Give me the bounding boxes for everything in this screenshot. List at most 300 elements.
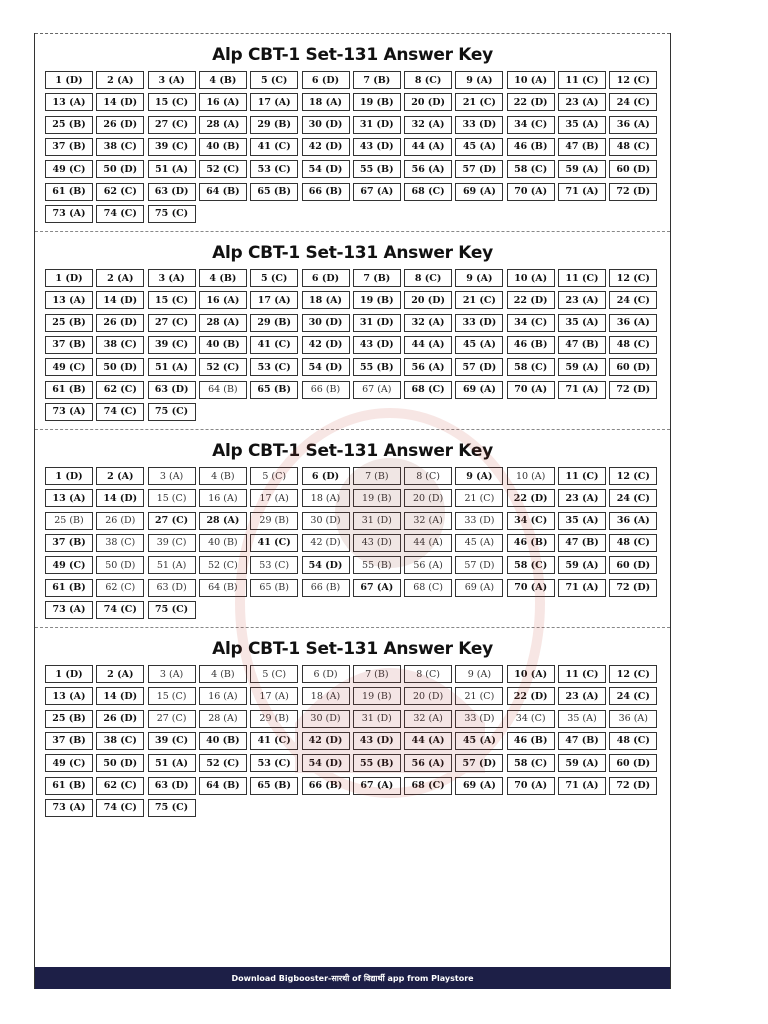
- answer-cell-65: 65 (B): [250, 381, 298, 399]
- section-title: Alp CBT-1 Set-131 Answer Key: [212, 45, 493, 65]
- answer-cell-56: 56 (A): [404, 754, 452, 772]
- answer-cell-67: 67 (A): [353, 381, 401, 399]
- section-separator: [35, 429, 670, 430]
- answer-cell-54: 54 (D): [302, 556, 350, 574]
- answer-cell-23: 23 (A): [558, 687, 606, 705]
- answer-cell-55: 55 (B): [353, 754, 401, 772]
- answer-cell-2: 2 (A): [96, 665, 144, 683]
- answer-cell-61: 61 (B): [45, 579, 93, 597]
- answer-cell-45: 45 (A): [455, 138, 503, 156]
- answer-cell-49: 49 (C): [45, 556, 93, 574]
- answer-cell-58: 58 (C): [507, 160, 555, 178]
- answer-cell-23: 23 (A): [558, 93, 606, 111]
- section-title: Alp CBT-1 Set-131 Answer Key: [212, 639, 493, 659]
- answer-cell-39: 39 (C): [148, 732, 196, 750]
- answer-cell-34: 34 (C): [507, 116, 555, 134]
- answer-cell-56: 56 (A): [404, 160, 452, 178]
- answer-cell-19: 19 (B): [353, 93, 401, 111]
- answer-cell-66: 66 (B): [302, 777, 350, 795]
- answer-cell-32: 32 (A): [404, 512, 452, 530]
- answer-cell-2: 2 (A): [96, 467, 144, 485]
- answer-cell-61: 61 (B): [45, 381, 93, 399]
- answer-cell-25: 25 (B): [45, 116, 93, 134]
- answer-cell-59: 59 (A): [558, 556, 606, 574]
- section-title: Alp CBT-1 Set-131 Answer Key: [212, 243, 493, 263]
- section-separator: [35, 627, 670, 628]
- answer-cell-27: 27 (C): [148, 314, 196, 332]
- answer-cell-37: 37 (B): [45, 336, 93, 354]
- answer-cell-44: 44 (A): [404, 336, 452, 354]
- answer-cell-74: 74 (C): [96, 799, 144, 817]
- answer-cell-12: 12 (C): [609, 665, 657, 683]
- answer-cell-11: 11 (C): [558, 665, 606, 683]
- answer-cell-29: 29 (B): [250, 116, 298, 134]
- answer-cell-35: 35 (A): [558, 314, 606, 332]
- answer-cell-52: 52 (C): [199, 160, 247, 178]
- answer-cell-60: 60 (D): [609, 754, 657, 772]
- answer-cell-49: 49 (C): [45, 358, 93, 376]
- answer-cell-48: 48 (C): [609, 534, 657, 552]
- answer-cell-72: 72 (D): [609, 381, 657, 399]
- answer-cell-24: 24 (C): [609, 687, 657, 705]
- answer-cell-32: 32 (A): [404, 116, 452, 134]
- answer-cell-67: 67 (A): [353, 183, 401, 201]
- answer-cell-13: 13 (A): [45, 291, 93, 309]
- answer-cell-62: 62 (C): [96, 579, 144, 597]
- answer-cell-11: 11 (C): [558, 467, 606, 485]
- answer-cell-43: 43 (D): [353, 336, 401, 354]
- footer-banner: [35, 967, 670, 989]
- answer-cell-32: 32 (A): [404, 314, 452, 332]
- answer-cell-54: 54 (D): [302, 754, 350, 772]
- answer-cell-16: 16 (A): [199, 489, 247, 507]
- answer-cell-52: 52 (C): [199, 556, 247, 574]
- answer-cell-15: 15 (C): [148, 687, 196, 705]
- answer-cell-12: 12 (C): [609, 71, 657, 89]
- answer-cell-33: 33 (D): [455, 512, 503, 530]
- answer-cell-9: 9 (A): [455, 467, 503, 485]
- answer-cell-65: 65 (B): [250, 579, 298, 597]
- answer-cell-36: 36 (A): [609, 710, 657, 728]
- answer-cell-29: 29 (B): [250, 710, 298, 728]
- answer-cell-40: 40 (B): [199, 336, 247, 354]
- answer-cell-8: 8 (C): [404, 269, 452, 287]
- answer-cell-70: 70 (A): [507, 579, 555, 597]
- answer-cell-28: 28 (A): [199, 116, 247, 134]
- answer-cell-22: 22 (D): [507, 489, 555, 507]
- answer-cell-38: 38 (C): [96, 732, 144, 750]
- answer-cell-3: 3 (A): [148, 71, 196, 89]
- answer-cell-37: 37 (B): [45, 534, 93, 552]
- answer-cell-16: 16 (A): [199, 291, 247, 309]
- answer-cell-49: 49 (C): [45, 754, 93, 772]
- answer-cell-63: 63 (D): [148, 381, 196, 399]
- answer-cell-1: 1 (D): [45, 269, 93, 287]
- answer-cell-50: 50 (D): [96, 160, 144, 178]
- answer-cell-22: 22 (D): [507, 687, 555, 705]
- answer-cell-64: 64 (B): [199, 183, 247, 201]
- answer-cell-50: 50 (D): [96, 556, 144, 574]
- answer-cell-54: 54 (D): [302, 160, 350, 178]
- answer-cell-61: 61 (B): [45, 183, 93, 201]
- answer-cell-66: 66 (B): [302, 579, 350, 597]
- answer-cell-30: 30 (D): [302, 116, 350, 134]
- answer-cell-17: 17 (A): [250, 489, 298, 507]
- answer-cell-2: 2 (A): [96, 269, 144, 287]
- answer-cell-4: 4 (B): [199, 665, 247, 683]
- answer-cell-39: 39 (C): [148, 534, 196, 552]
- answer-cell-18: 18 (A): [302, 93, 350, 111]
- answer-key-page: [34, 33, 671, 989]
- answer-cell-49: 49 (C): [45, 160, 93, 178]
- answer-cell-13: 13 (A): [45, 489, 93, 507]
- answer-cell-18: 18 (A): [302, 489, 350, 507]
- answer-cell-12: 12 (C): [609, 269, 657, 287]
- answer-cell-16: 16 (A): [199, 687, 247, 705]
- answer-cell-4: 4 (B): [199, 71, 247, 89]
- answer-cell-15: 15 (C): [148, 291, 196, 309]
- answer-cell-6: 6 (D): [302, 665, 350, 683]
- answer-cell-33: 33 (D): [455, 116, 503, 134]
- answer-cell-35: 35 (A): [558, 710, 606, 728]
- answer-cell-26: 26 (D): [96, 116, 144, 134]
- answer-cell-67: 67 (A): [353, 777, 401, 795]
- answer-cell-1: 1 (D): [45, 665, 93, 683]
- answer-cell-56: 56 (A): [404, 556, 452, 574]
- answer-cell-42: 42 (D): [302, 138, 350, 156]
- answer-cell-20: 20 (D): [404, 291, 452, 309]
- answer-cell-68: 68 (C): [404, 579, 452, 597]
- answer-cell-48: 48 (C): [609, 336, 657, 354]
- answer-cell-27: 27 (C): [148, 116, 196, 134]
- answer-cell-47: 47 (B): [558, 732, 606, 750]
- answer-cell-51: 51 (A): [148, 160, 196, 178]
- answer-cell-13: 13 (A): [45, 93, 93, 111]
- answer-cell-14: 14 (D): [96, 687, 144, 705]
- answer-cell-71: 71 (A): [558, 579, 606, 597]
- answer-cell-34: 34 (C): [507, 710, 555, 728]
- answer-cell-41: 41 (C): [250, 732, 298, 750]
- answer-cell-5: 5 (C): [250, 71, 298, 89]
- answer-cell-15: 15 (C): [148, 489, 196, 507]
- answer-cell-52: 52 (C): [199, 358, 247, 376]
- answer-cell-10: 10 (A): [507, 467, 555, 485]
- answer-cell-1: 1 (D): [45, 71, 93, 89]
- answer-cell-5: 5 (C): [250, 665, 298, 683]
- answer-cell-58: 58 (C): [507, 556, 555, 574]
- answer-cell-72: 72 (D): [609, 579, 657, 597]
- answer-cell-54: 54 (D): [302, 358, 350, 376]
- answer-cell-53: 53 (C): [250, 358, 298, 376]
- answer-cell-47: 47 (B): [558, 336, 606, 354]
- answer-cell-26: 26 (D): [96, 710, 144, 728]
- answer-cell-43: 43 (D): [353, 732, 401, 750]
- answer-cell-68: 68 (C): [404, 381, 452, 399]
- answer-cell-45: 45 (A): [455, 732, 503, 750]
- answer-cell-11: 11 (C): [558, 71, 606, 89]
- answer-cell-66: 66 (B): [302, 381, 350, 399]
- answer-cell-9: 9 (A): [455, 665, 503, 683]
- answer-cell-57: 57 (D): [455, 358, 503, 376]
- answer-cell-68: 68 (C): [404, 183, 452, 201]
- answer-cell-35: 35 (A): [558, 116, 606, 134]
- answer-cell-28: 28 (A): [199, 710, 247, 728]
- answer-cell-20: 20 (D): [404, 489, 452, 507]
- answer-cell-75: 75 (C): [148, 799, 196, 817]
- answer-cell-33: 33 (D): [455, 710, 503, 728]
- answer-cell-16: 16 (A): [199, 93, 247, 111]
- answer-cell-50: 50 (D): [96, 754, 144, 772]
- answer-cell-30: 30 (D): [302, 710, 350, 728]
- answer-cell-17: 17 (A): [250, 93, 298, 111]
- answer-cell-47: 47 (B): [558, 138, 606, 156]
- answer-cell-19: 19 (B): [353, 489, 401, 507]
- answer-cell-37: 37 (B): [45, 138, 93, 156]
- answer-cell-26: 26 (D): [96, 314, 144, 332]
- answer-cell-29: 29 (B): [250, 314, 298, 332]
- answer-cell-18: 18 (A): [302, 687, 350, 705]
- answer-cell-19: 19 (B): [353, 291, 401, 309]
- answer-cell-58: 58 (C): [507, 358, 555, 376]
- answer-cell-61: 61 (B): [45, 777, 93, 795]
- answer-cell-38: 38 (C): [96, 534, 144, 552]
- answer-cell-48: 48 (C): [609, 138, 657, 156]
- footer-text: Download Bigbooster-सारथी of विद्यार्थी app from Playstore: [231, 973, 474, 983]
- answer-cell-19: 19 (B): [353, 687, 401, 705]
- answer-cell-31: 31 (D): [353, 710, 401, 728]
- answer-cell-21: 21 (C): [455, 93, 503, 111]
- answer-cell-15: 15 (C): [148, 93, 196, 111]
- answer-cell-68: 68 (C): [404, 777, 452, 795]
- answer-cell-2: 2 (A): [96, 71, 144, 89]
- answer-cell-36: 36 (A): [609, 512, 657, 530]
- answer-cell-71: 71 (A): [558, 183, 606, 201]
- answer-cell-4: 4 (B): [199, 269, 247, 287]
- answer-cell-55: 55 (B): [353, 160, 401, 178]
- answer-cell-24: 24 (C): [609, 489, 657, 507]
- answer-cell-28: 28 (A): [199, 512, 247, 530]
- answer-cell-60: 60 (D): [609, 160, 657, 178]
- answer-cell-24: 24 (C): [609, 291, 657, 309]
- answer-cell-4: 4 (B): [199, 467, 247, 485]
- answer-cell-7: 7 (B): [353, 269, 401, 287]
- answer-cell-24: 24 (C): [609, 93, 657, 111]
- answer-cell-73: 73 (A): [45, 799, 93, 817]
- answer-cell-62: 62 (C): [96, 777, 144, 795]
- answer-cell-63: 63 (D): [148, 579, 196, 597]
- answer-cell-41: 41 (C): [250, 138, 298, 156]
- answer-cell-21: 21 (C): [455, 291, 503, 309]
- answer-cell-75: 75 (C): [148, 601, 196, 619]
- answer-cell-41: 41 (C): [250, 534, 298, 552]
- answer-cell-46: 46 (B): [507, 138, 555, 156]
- answer-cell-10: 10 (A): [507, 665, 555, 683]
- answer-cell-74: 74 (C): [96, 403, 144, 421]
- answer-cell-46: 46 (B): [507, 534, 555, 552]
- answer-cell-46: 46 (B): [507, 336, 555, 354]
- answer-cell-56: 56 (A): [404, 358, 452, 376]
- answer-cell-51: 51 (A): [148, 754, 196, 772]
- answer-cell-45: 45 (A): [455, 534, 503, 552]
- answer-cell-41: 41 (C): [250, 336, 298, 354]
- answer-cell-5: 5 (C): [250, 269, 298, 287]
- answer-cell-64: 64 (B): [199, 381, 247, 399]
- answer-cell-13: 13 (A): [45, 687, 93, 705]
- answer-cell-69: 69 (A): [455, 579, 503, 597]
- answer-cell-22: 22 (D): [507, 93, 555, 111]
- answer-cell-3: 3 (A): [148, 467, 196, 485]
- answer-cell-60: 60 (D): [609, 556, 657, 574]
- answer-cell-3: 3 (A): [148, 269, 196, 287]
- answer-cell-59: 59 (A): [558, 358, 606, 376]
- answer-cell-48: 48 (C): [609, 732, 657, 750]
- answer-cell-10: 10 (A): [507, 71, 555, 89]
- answer-cell-40: 40 (B): [199, 732, 247, 750]
- answer-cell-71: 71 (A): [558, 777, 606, 795]
- answer-cell-1: 1 (D): [45, 467, 93, 485]
- answer-cell-70: 70 (A): [507, 777, 555, 795]
- answer-cell-33: 33 (D): [455, 314, 503, 332]
- answer-cell-31: 31 (D): [353, 116, 401, 134]
- answer-cell-23: 23 (A): [558, 291, 606, 309]
- answer-cell-65: 65 (B): [250, 777, 298, 795]
- answer-cell-34: 34 (C): [507, 512, 555, 530]
- answer-cell-30: 30 (D): [302, 314, 350, 332]
- answer-cell-51: 51 (A): [148, 556, 196, 574]
- answer-cell-69: 69 (A): [455, 381, 503, 399]
- answer-cell-14: 14 (D): [96, 489, 144, 507]
- answer-cell-42: 42 (D): [302, 336, 350, 354]
- answer-cell-62: 62 (C): [96, 381, 144, 399]
- answer-cell-38: 38 (C): [96, 336, 144, 354]
- answer-cell-74: 74 (C): [96, 601, 144, 619]
- answer-cell-32: 32 (A): [404, 710, 452, 728]
- answer-cell-37: 37 (B): [45, 732, 93, 750]
- answer-cell-36: 36 (A): [609, 314, 657, 332]
- answer-cell-73: 73 (A): [45, 205, 93, 223]
- answer-cell-52: 52 (C): [199, 754, 247, 772]
- answer-cell-75: 75 (C): [148, 205, 196, 223]
- answer-cell-65: 65 (B): [250, 183, 298, 201]
- answer-cell-75: 75 (C): [148, 403, 196, 421]
- answer-cell-21: 21 (C): [455, 489, 503, 507]
- answer-cell-67: 67 (A): [353, 579, 401, 597]
- answer-cell-7: 7 (B): [353, 665, 401, 683]
- answer-cell-22: 22 (D): [507, 291, 555, 309]
- answer-cell-58: 58 (C): [507, 754, 555, 772]
- answer-cell-17: 17 (A): [250, 291, 298, 309]
- answer-cell-72: 72 (D): [609, 183, 657, 201]
- answer-cell-47: 47 (B): [558, 534, 606, 552]
- answer-cell-42: 42 (D): [302, 534, 350, 552]
- answer-cell-30: 30 (D): [302, 512, 350, 530]
- answer-cell-63: 63 (D): [148, 777, 196, 795]
- answer-cell-25: 25 (B): [45, 314, 93, 332]
- answer-cell-25: 25 (B): [45, 710, 93, 728]
- answer-cell-34: 34 (C): [507, 314, 555, 332]
- answer-cell-50: 50 (D): [96, 358, 144, 376]
- answer-cell-23: 23 (A): [558, 489, 606, 507]
- answer-cell-44: 44 (A): [404, 732, 452, 750]
- answer-cell-27: 27 (C): [148, 710, 196, 728]
- answer-cell-73: 73 (A): [45, 601, 93, 619]
- answer-cell-31: 31 (D): [353, 512, 401, 530]
- answer-cell-14: 14 (D): [96, 291, 144, 309]
- answer-cell-70: 70 (A): [507, 381, 555, 399]
- answer-cell-38: 38 (C): [96, 138, 144, 156]
- answer-cell-31: 31 (D): [353, 314, 401, 332]
- answer-cell-39: 39 (C): [148, 138, 196, 156]
- answer-cell-66: 66 (B): [302, 183, 350, 201]
- answer-cell-64: 64 (B): [199, 579, 247, 597]
- answer-cell-12: 12 (C): [609, 467, 657, 485]
- answer-cell-46: 46 (B): [507, 732, 555, 750]
- answer-cell-57: 57 (D): [455, 160, 503, 178]
- top-dashed-rule: [35, 33, 670, 34]
- answer-cell-70: 70 (A): [507, 183, 555, 201]
- answer-cell-6: 6 (D): [302, 467, 350, 485]
- answer-cell-43: 43 (D): [353, 534, 401, 552]
- answer-cell-17: 17 (A): [250, 687, 298, 705]
- answer-cell-36: 36 (A): [609, 116, 657, 134]
- answer-cell-59: 59 (A): [558, 160, 606, 178]
- answer-cell-53: 53 (C): [250, 160, 298, 178]
- answer-cell-21: 21 (C): [455, 687, 503, 705]
- answer-cell-51: 51 (A): [148, 358, 196, 376]
- answer-cell-43: 43 (D): [353, 138, 401, 156]
- answer-cell-63: 63 (D): [148, 183, 196, 201]
- answer-cell-74: 74 (C): [96, 205, 144, 223]
- answer-cell-53: 53 (C): [250, 556, 298, 574]
- answer-cell-5: 5 (C): [250, 467, 298, 485]
- section-separator: [35, 231, 670, 232]
- answer-cell-9: 9 (A): [455, 71, 503, 89]
- section-title: Alp CBT-1 Set-131 Answer Key: [212, 441, 493, 461]
- answer-cell-73: 73 (A): [45, 403, 93, 421]
- answer-cell-6: 6 (D): [302, 269, 350, 287]
- answer-cell-3: 3 (A): [148, 665, 196, 683]
- answer-cell-40: 40 (B): [199, 138, 247, 156]
- answer-cell-26: 26 (D): [96, 512, 144, 530]
- answer-cell-62: 62 (C): [96, 183, 144, 201]
- answer-cell-7: 7 (B): [353, 71, 401, 89]
- answer-cell-55: 55 (B): [353, 358, 401, 376]
- answer-cell-59: 59 (A): [558, 754, 606, 772]
- answer-cell-69: 69 (A): [455, 183, 503, 201]
- answer-cell-45: 45 (A): [455, 336, 503, 354]
- answer-cell-69: 69 (A): [455, 777, 503, 795]
- answer-cell-10: 10 (A): [507, 269, 555, 287]
- answer-cell-53: 53 (C): [250, 754, 298, 772]
- answer-cell-8: 8 (C): [404, 467, 452, 485]
- answer-cell-6: 6 (D): [302, 71, 350, 89]
- answer-cell-8: 8 (C): [404, 665, 452, 683]
- answer-cell-39: 39 (C): [148, 336, 196, 354]
- answer-cell-72: 72 (D): [609, 777, 657, 795]
- answer-cell-8: 8 (C): [404, 71, 452, 89]
- answer-cell-64: 64 (B): [199, 777, 247, 795]
- answer-cell-57: 57 (D): [455, 556, 503, 574]
- answer-cell-60: 60 (D): [609, 358, 657, 376]
- answer-cell-42: 42 (D): [302, 732, 350, 750]
- answer-cell-40: 40 (B): [199, 534, 247, 552]
- answer-cell-27: 27 (C): [148, 512, 196, 530]
- answer-cell-7: 7 (B): [353, 467, 401, 485]
- answer-cell-11: 11 (C): [558, 269, 606, 287]
- answer-cell-44: 44 (A): [404, 138, 452, 156]
- answer-cell-55: 55 (B): [353, 556, 401, 574]
- answer-cell-14: 14 (D): [96, 93, 144, 111]
